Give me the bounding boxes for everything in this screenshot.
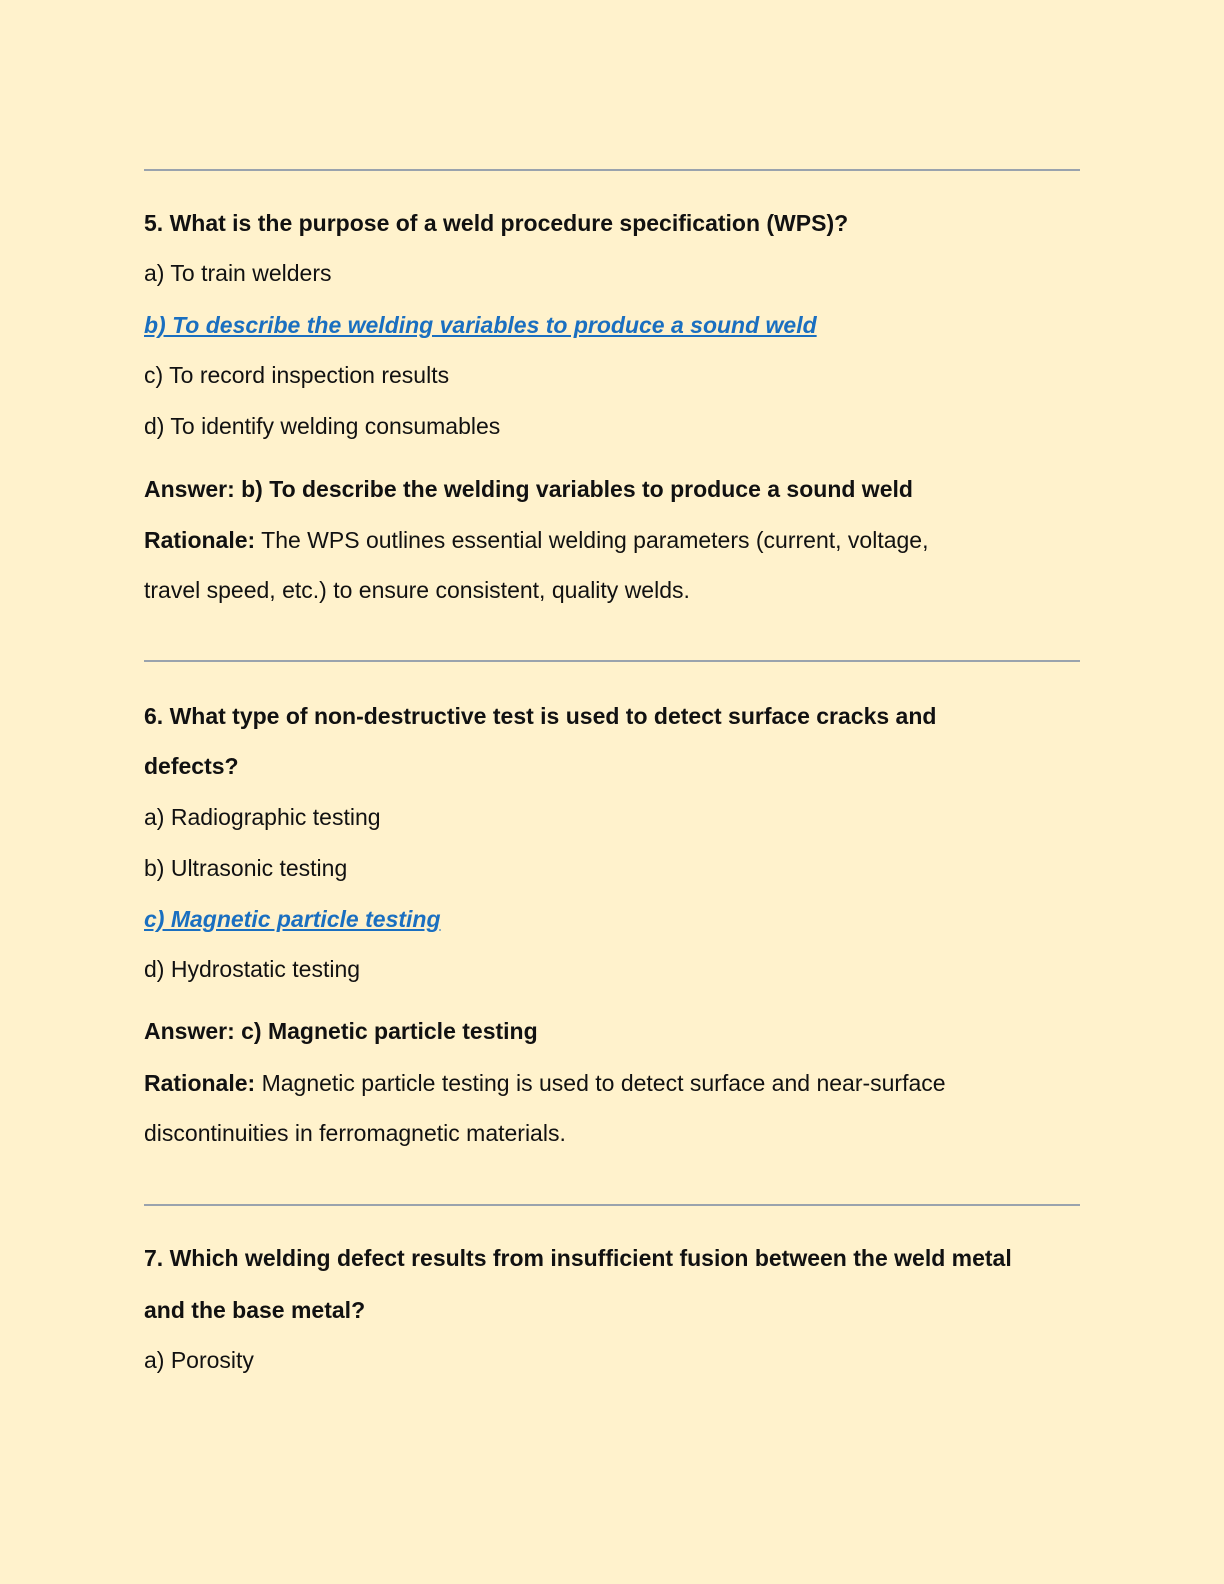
answer-5: Answer: b) To describe the welding variables to produce a sound weld [144, 476, 913, 502]
option-c-correct[interactable]: c) Magnetic particle testing [144, 906, 441, 932]
option-a: a) To train welders [144, 260, 332, 286]
question-7-title: 7. Which welding defect results from insufficient fusion between the weld metal [144, 1245, 1012, 1271]
rationale-label: Rationale: [144, 527, 256, 553]
option-b-correct[interactable]: b) To describe the welding variables to produce a sound weld [144, 312, 817, 338]
divider [144, 1204, 1080, 1206]
option-a: a) Radiographic testing [144, 804, 381, 830]
option-b: b) Ultrasonic testing [144, 855, 348, 881]
rationale-text: Magnetic particle testing is used to detect surface and near-surface [255, 1070, 946, 1096]
question-5-title: 5. What is the purpose of a weld procedure specification (WPS)? [144, 210, 849, 236]
answer-6: Answer: c) Magnetic particle testing [144, 1018, 538, 1044]
question-6-title: 6. What type of non-destructive test is used to detect surface cracks and [144, 703, 937, 729]
rationale-6 [144, 1068, 946, 1098]
question-6-title-cont: defects? [144, 753, 239, 779]
option-d: d) Hydrostatic testing [144, 956, 361, 982]
question-7-title-cont: and the base metal? [144, 1297, 366, 1323]
option-d: d) To identify welding consumables [144, 413, 501, 439]
rationale-5 [144, 525, 928, 555]
rationale-5-cont: travel speed, etc.) to ensure consistent, quality welds. [144, 577, 690, 603]
option-a: a) Porosity [144, 1347, 254, 1373]
rationale-label: Rationale: [144, 1070, 256, 1096]
rationale-6-cont: discontinuities in ferromagnetic materials. [144, 1120, 566, 1146]
divider [144, 169, 1080, 171]
rationale-text: The WPS outlines essential welding parameters (current, voltage, [255, 527, 929, 553]
option-c: c) To record inspection results [144, 362, 450, 388]
divider [144, 660, 1080, 662]
